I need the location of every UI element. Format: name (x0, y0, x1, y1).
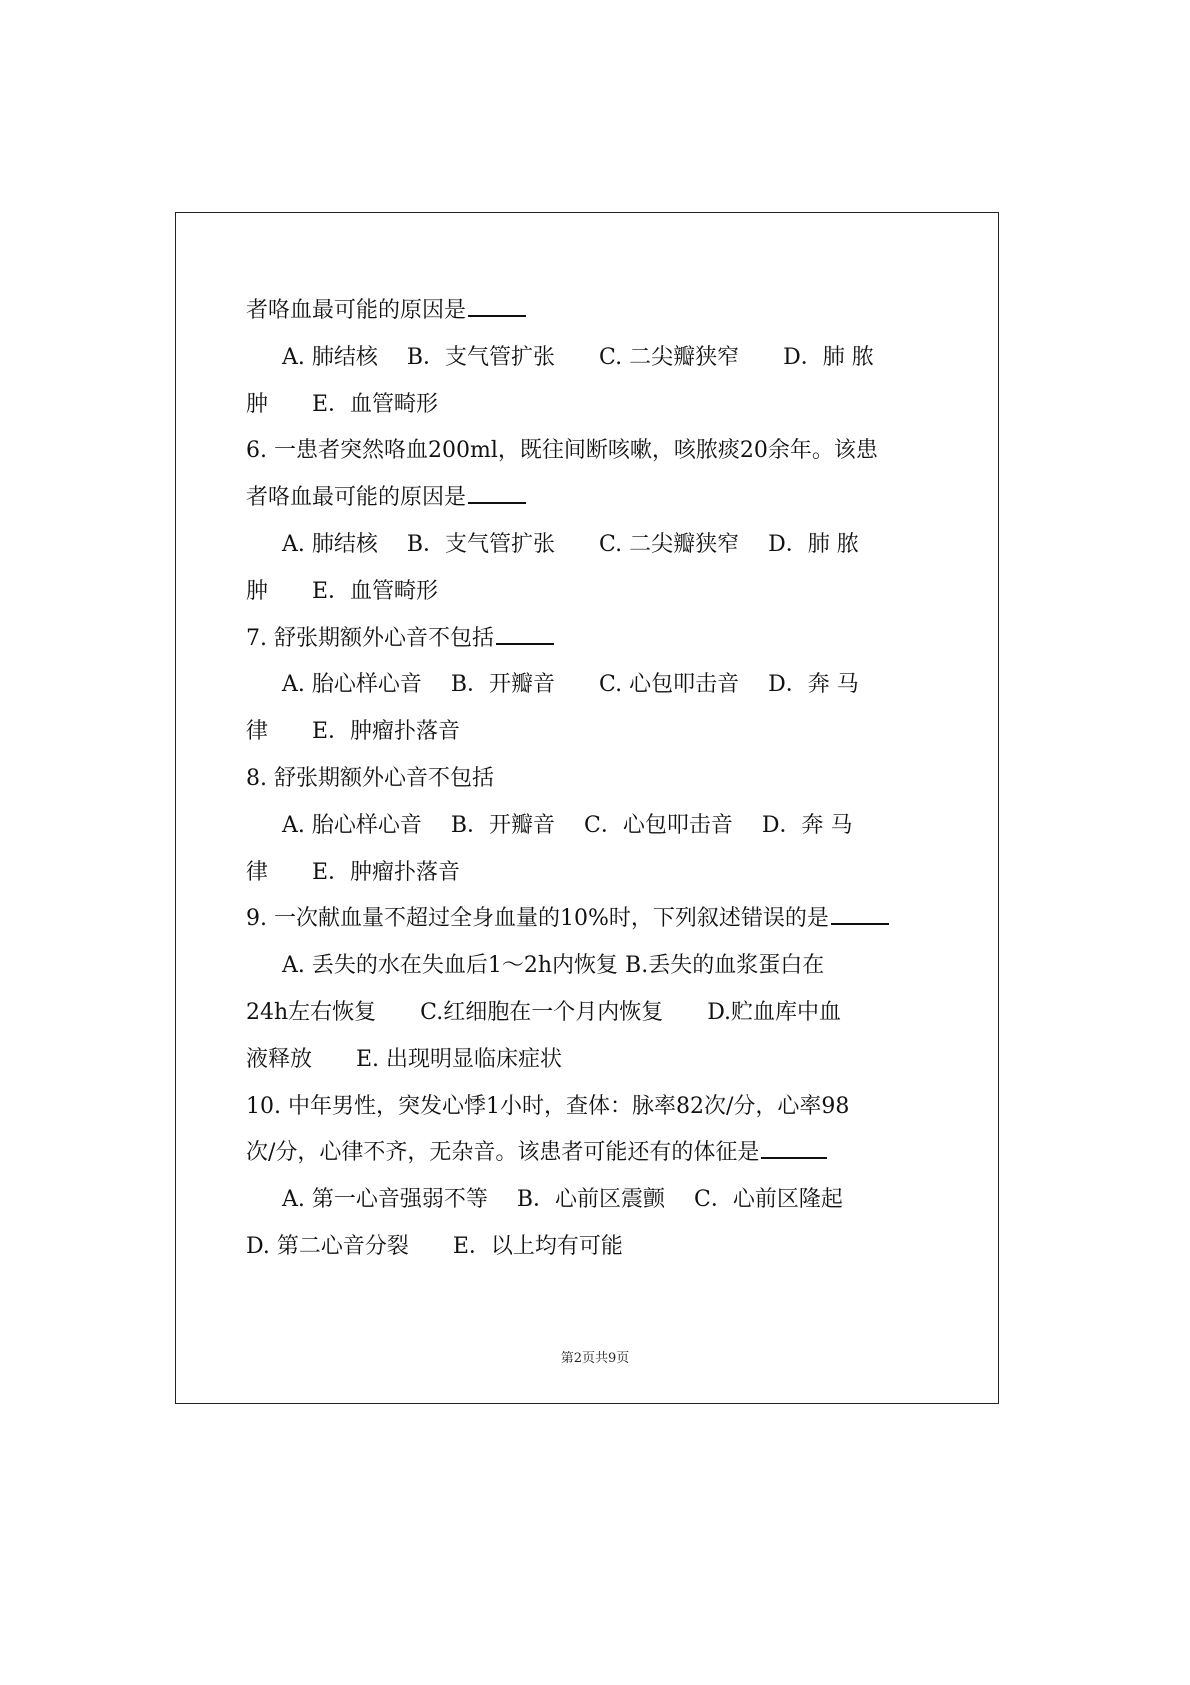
text-line: 次/分，心律不齐，无杂音。该患者可能还有的体征是 (246, 1130, 926, 1177)
text-line: 律 E．肿瘤扑落音 (246, 859, 461, 885)
question-7: 7. 舒张期额外心音不包括 (246, 616, 926, 663)
text-line: 24h左右恢复 C.红细胞在一个月内恢复 D.贮血库中血 (246, 999, 842, 1025)
question-content (246, 288, 926, 1271)
answer-blank (496, 619, 554, 645)
options-line: A. 第一心音强弱不等 B．心前区震颤 C．心前区隆起 (282, 1187, 843, 1213)
text-line: 液释放 E. 出现明显临床症状 (246, 1046, 563, 1072)
question-10: 10. 中年男性，突发心悸1小时，查体：脉率82次/分，心率98 (246, 1093, 850, 1119)
options-line: A. 肺结核 B．支气管扩张 C. 二尖瓣狭窄 D．肺 脓 (282, 344, 874, 370)
question-6: 6. 一患者突然咯血200ml，既往间断咳嗽，咳脓痰20余年。该患 (246, 438, 878, 464)
text-line: 肿 E．血管畸形 (246, 578, 439, 604)
text-line: D. 第二心音分裂 E．以上均有可能 (246, 1233, 623, 1259)
text-line: 肿 E．血管畸形 (246, 391, 439, 417)
question-8: 8. 舒张期额外心音不包括 (246, 765, 494, 791)
question-9: 9. 一次献血量不超过全身血量的10%时，下列叙述错误的是 (246, 896, 926, 943)
text-line: 律 E．肿瘤扑落音 (246, 719, 461, 745)
options-line: A. 丢失的水在失血后1～2h内恢复 B.丢失的血浆蛋白在 (282, 953, 825, 979)
page-number-footer: 第2页共9页 (560, 1351, 630, 1366)
options-line: A. 肺结核 B．支气管扩张 C. 二尖瓣狭窄 D．肺 脓 (282, 531, 859, 557)
answer-blank (761, 1133, 827, 1159)
answer-blank (468, 291, 526, 317)
answer-blank (831, 899, 889, 925)
options-line: A. 胎心样心音 B．开瓣音 C．心包叩击音 D．奔 马 (282, 812, 853, 838)
answer-blank (468, 478, 526, 504)
text-line-1: 者咯血最可能的原因是 (246, 288, 926, 335)
text-line: 者咯血最可能的原因是 (246, 475, 926, 522)
options-line: A. 胎心样心音 B．开瓣音 C. 心包叩击音 D．奔 马 (282, 672, 859, 698)
